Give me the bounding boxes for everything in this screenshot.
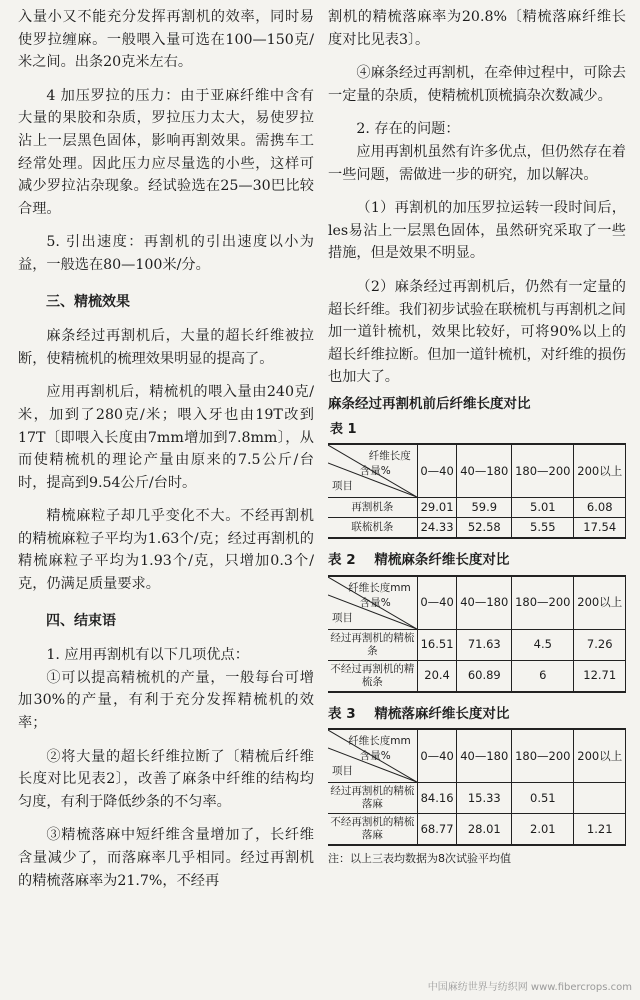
column-header: 40—180 (457, 576, 512, 630)
table-header-diagonal (328, 444, 417, 498)
paragraph: （1）再割机的加压罗拉运转一段时间后，les易沾上一层黑色固体，虽然研究采取了一些措施，但是效果不明显。 (328, 200, 626, 262)
header-length: 纤维长度mm (348, 735, 411, 748)
paragraph: 2. 存在的问题： (356, 121, 460, 138)
header-item: 项目 (332, 480, 353, 493)
paragraph: 应用再割机后，精梳机的喂入量由240克/米，加到了280克/米；喂入牙也由19T改到17T〔即喂入长度由7mm增加到7.8mm〕，从而使精梳机的理论产量由原来的7.5公斤/台时，提高到9.54公斤/台时。 (18, 384, 314, 491)
tables-main-caption: 麻条经过再割机前后纤维长度对比 (328, 395, 531, 412)
table-2 (328, 575, 626, 693)
table-header-diagonal (328, 729, 417, 783)
table-title: 精梳麻条纤维长度对比 (374, 552, 510, 569)
paragraph: 割机的精梳落麻率为20.8%〔精梳落麻纤维长度对比见表3〕。 (328, 9, 626, 48)
table-title: 精梳落麻纤维长度对比 (374, 705, 510, 722)
header-item: 项目 (332, 611, 353, 624)
header-item: 项目 (332, 765, 353, 778)
right-column (328, 6, 626, 866)
header-length: 纤维长度mm (348, 581, 411, 594)
table-row: 不经再割机的精梳落麻 68.77 28.01 2.01 1.21 (328, 814, 626, 846)
header-content: 含量% (359, 465, 391, 478)
paragraph: 5. 引出速度：再割机的引出速度以小为益，一般选在80—100米/分。 (18, 234, 314, 273)
paragraph: ②将大量的超长纤维拉断了〔精梳后纤维长度对比见表2〕，改善了麻条中纤维的结构均匀度，有利于降低纱条的不匀率。 (18, 748, 314, 810)
section-heading: 四、结束语 (46, 612, 116, 629)
paragraph: 4 加压罗拉的压力：由于亚麻纤维中含有大量的果胶和杂质，罗拉压力太大，易使罗拉沾上一层黑色固体，影响再割效果。需携车工经常处理。因此压力应尽量选的小些，这样可减少罗拉沾杂现象。经试验选在25—30巴比较合理。 (18, 87, 314, 217)
paragraph: 应用再割机虽然有许多优点，但仍然存在着一些问题，需做进一步的研究，加以解决。 (328, 143, 626, 183)
table-row: 经过再割机的精梳条 16.51 71.63 4.5 7.26 (328, 629, 626, 660)
header-content: 含量% (359, 596, 391, 609)
column-header: 40—180 (457, 729, 512, 783)
table-row: 再割机条 29.01 59.9 5.01 6.08 (328, 498, 626, 518)
table-header-diagonal (328, 576, 417, 630)
paragraph: 麻条经过再割机后，大量的超长纤维被拉断，使精梳机的梳理效果明显的提高了。 (18, 328, 314, 367)
column-header: 0—40 (417, 576, 457, 630)
column-header: 40—180 (457, 444, 512, 498)
left-column (18, 6, 314, 892)
paragraph: ④麻条经过再割机，在牵伸过程中，可除去一定量的杂质，使精梳机顶梳搞杂次数减少。 (328, 65, 626, 104)
table-row: 联梳机条 24.33 52.58 5.55 17.54 (328, 518, 626, 539)
paragraph: 精梳麻粒子却几乎变化不大。不经再割机的精梳麻粒子平均为1.63个/克；经过再割机的精梳麻粒子平均为1.93个/克，只增加0.3个/克，仍满足质量要求。 (18, 508, 314, 593)
paragraph: 1. 应用再割机有以下几项优点： (46, 647, 249, 664)
table-3 (328, 728, 626, 846)
table-label: 表 3 (328, 705, 356, 722)
column-header: 200以上 (574, 444, 626, 498)
column-header: 0—40 (417, 729, 457, 783)
table-footnote: 注：以上三表均数据为8次试验平均值 (328, 852, 511, 866)
table-1 (328, 443, 626, 539)
watermark: 中国麻纺世界与纺织网 www.fibercrops.com (427, 982, 632, 993)
column-header: 0—40 (417, 444, 457, 498)
table-row: 经过再割机的精梳落麻 84.16 15.33 0.51 (328, 783, 626, 814)
table-caption (328, 549, 626, 572)
column-header: 200以上 (574, 576, 626, 630)
table-caption (328, 703, 626, 726)
table-label: 表 2 (328, 552, 356, 569)
paragraph: ①可以提高精梳机的产量，一般每台可增加30%的产量，有利于充分发挥精梳机的效率； (18, 669, 314, 732)
column-header: 180—200 (512, 444, 574, 498)
paragraph: 入量小又不能充分发挥再割机的效率，同时易使罗拉缠麻。一般喂入量可选在100—150克/米之间。出条20克米左右。 (18, 9, 314, 71)
section-heading: 三、精梳效果 (46, 293, 130, 310)
table-label: 表 1 (330, 421, 357, 437)
table-row: 不经过再割机的精梳条 20.4 60.89 6 12.71 (328, 660, 626, 692)
column-header: 180—200 (512, 576, 574, 630)
paragraph: ③精梳落麻中短纤维含量增加了，长纤维含量减少了，而落麻率几乎相同。经过再割机的精梳落麻率为21.7%，不经再 (18, 827, 314, 889)
column-header: 180—200 (512, 729, 574, 783)
paragraph: （2）麻条经过再割机后，仍然有一定量的超长纤维。我们初步试验在联梳机与再割机之间加一道针梳机，效果比较好，可将90%以上的超长纤维拉断。但加一道针梳机，对纤维的损伤也加大了。 (328, 278, 626, 386)
header-content: 含量% (359, 750, 391, 763)
header-length: 纤维长度 (368, 450, 411, 463)
column-header: 200以上 (574, 729, 626, 783)
